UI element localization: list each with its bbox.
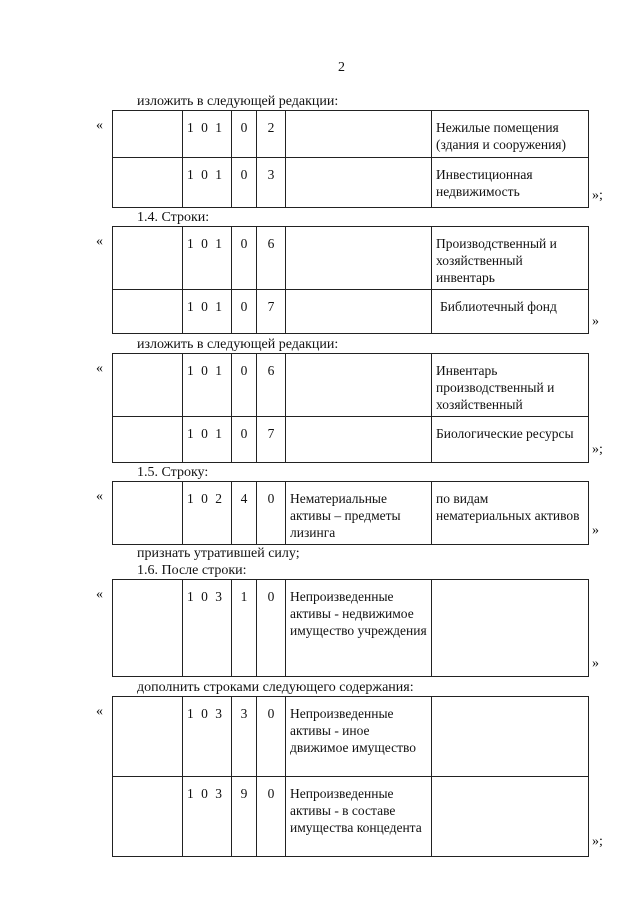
table-row — [113, 580, 589, 677]
group-cell: 0 — [232, 290, 257, 334]
name-cell: Непроизведенные активы - недвижимое имущество учреждения — [286, 580, 432, 677]
code-cell: 1 0 2 — [183, 482, 232, 545]
code-cell: 1 0 1 — [183, 417, 232, 463]
subgroup-cell: 6 — [257, 227, 286, 290]
close-quote: »; — [592, 442, 603, 457]
table-row — [113, 227, 589, 290]
close-quote: » — [592, 656, 599, 671]
subgroup-cell: 0 — [257, 777, 286, 857]
table-4 — [112, 481, 589, 545]
name-cell — [286, 111, 432, 158]
instruction-text: дополнить строками следующего содержания: — [137, 680, 414, 695]
subgroup-cell: 6 — [257, 354, 286, 417]
group-cell: 0 — [232, 111, 257, 158]
table-2 — [112, 226, 589, 334]
description-cell — [432, 777, 589, 857]
table-5 — [112, 579, 589, 677]
subgroup-cell: 0 — [257, 697, 286, 777]
code-cell: 1 0 3 — [183, 697, 232, 777]
description-cell: Библиотечный фонд — [432, 290, 589, 334]
table-6 — [112, 696, 589, 857]
description-cell: Биологические ресурсы — [432, 417, 589, 463]
group-cell: 0 — [232, 354, 257, 417]
section-heading: 1.6. После строки: — [137, 563, 247, 578]
table-1 — [112, 110, 589, 208]
name-cell — [286, 290, 432, 334]
code-cell: 1 0 3 — [183, 580, 232, 677]
open-quote: « — [96, 118, 103, 133]
name-cell — [286, 417, 432, 463]
open-quote: « — [96, 587, 103, 602]
group-cell: 0 — [232, 227, 257, 290]
table-row — [113, 777, 589, 857]
name-cell: Непроизведенные активы - в составе имущества концедента — [286, 777, 432, 857]
subgroup-cell: 7 — [257, 417, 286, 463]
open-quote: « — [96, 489, 103, 504]
description-cell — [432, 580, 589, 677]
subgroup-cell: 0 — [257, 580, 286, 677]
group-cell: 1 — [232, 580, 257, 677]
subgroup-cell: 7 — [257, 290, 286, 334]
table-row — [113, 158, 589, 208]
table-row — [113, 290, 589, 334]
description-cell: Инвентарь производственный и хозяйственный — [432, 354, 589, 417]
group-cell: 3 — [232, 697, 257, 777]
code-cell: 1 0 1 — [183, 354, 232, 417]
name-cell — [286, 158, 432, 208]
name-cell — [286, 354, 432, 417]
subgroup-cell: 2 — [257, 111, 286, 158]
name-cell: Непроизведенные активы - иное движимое имущество — [286, 697, 432, 777]
name-cell — [286, 227, 432, 290]
page-number: 2 — [338, 60, 345, 75]
subgroup-cell: 0 — [257, 482, 286, 545]
open-quote: « — [96, 704, 103, 719]
name-cell: Нематериальные активы – предметы лизинга — [286, 482, 432, 545]
table-row — [113, 354, 589, 417]
code-cell: 1 0 3 — [183, 777, 232, 857]
open-quote: « — [96, 234, 103, 249]
group-cell: 0 — [232, 158, 257, 208]
description-cell — [432, 697, 589, 777]
open-quote: « — [96, 361, 103, 376]
code-cell: 1 0 1 — [183, 290, 232, 334]
table-row — [113, 697, 589, 777]
close-quote: » — [592, 314, 599, 329]
code-cell: 1 0 1 — [183, 111, 232, 158]
section-heading: 1.4. Строки: — [137, 210, 210, 225]
close-quote: »; — [592, 188, 603, 203]
subgroup-cell: 3 — [257, 158, 286, 208]
description-cell: Инвестиционная недвижимость — [432, 158, 589, 208]
description-cell: по видам нематериальных активов — [432, 482, 589, 545]
table-row — [113, 417, 589, 463]
close-quote: » — [592, 523, 599, 538]
table-3 — [112, 353, 589, 463]
section-heading: 1.5. Строку: — [137, 465, 209, 480]
code-cell: 1 0 1 — [183, 158, 232, 208]
group-cell: 4 — [232, 482, 257, 545]
description-cell: Производственный и хозяйственный инвентарь — [432, 227, 589, 290]
instruction-text: признать утратившей силу; — [137, 546, 300, 561]
table-row — [113, 482, 589, 545]
code-cell: 1 0 1 — [183, 227, 232, 290]
group-cell: 0 — [232, 417, 257, 463]
group-cell: 9 — [232, 777, 257, 857]
description-cell: Нежилые помещения (здания и сооружения) — [432, 111, 589, 158]
instruction-text: изложить в следующей редакции: — [137, 337, 339, 352]
table-row — [113, 111, 589, 158]
instruction-text: изложить в следующей редакции: — [137, 94, 339, 109]
close-quote: »; — [592, 834, 603, 849]
